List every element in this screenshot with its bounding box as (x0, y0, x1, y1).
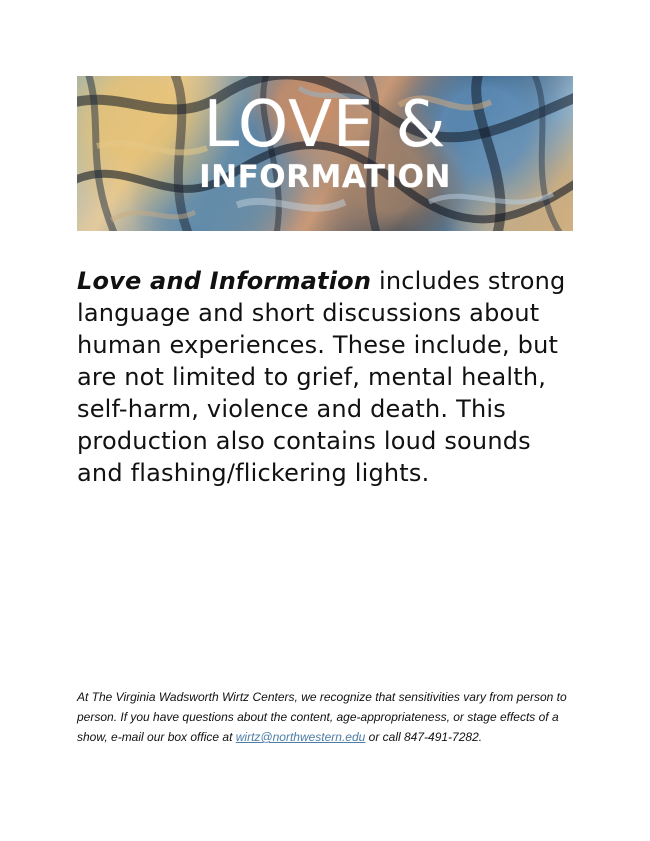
banner-title (77, 88, 573, 195)
footer-note-intro: At The Virginia Wadsworth Wirtz Centers, we recognize that sensitivities vary from person to person. If you have questions about the content, age-appropriateness, or stage effects of a show, e-mail our box office at (77, 690, 567, 744)
banner-title-line-1: LOVE & (203, 88, 447, 162)
event-banner (77, 76, 573, 231)
production-title: Love and Information (77, 267, 372, 295)
content-warning (77, 265, 577, 489)
footer-note-phone: or call 847-491-7282. (365, 730, 483, 744)
box-office-note (77, 687, 579, 747)
banner-title-line-2: INFORMATION (199, 159, 451, 195)
box-office-email-link[interactable]: wirtz@northwestern.edu (235, 730, 366, 744)
content-warning-text: includes strong language and short discussions about human experiences. These include, but are not limited to grief, mental health, self-harm, violence and death. This production also contains loud sounds and flashing/flickering lights. (77, 267, 566, 487)
